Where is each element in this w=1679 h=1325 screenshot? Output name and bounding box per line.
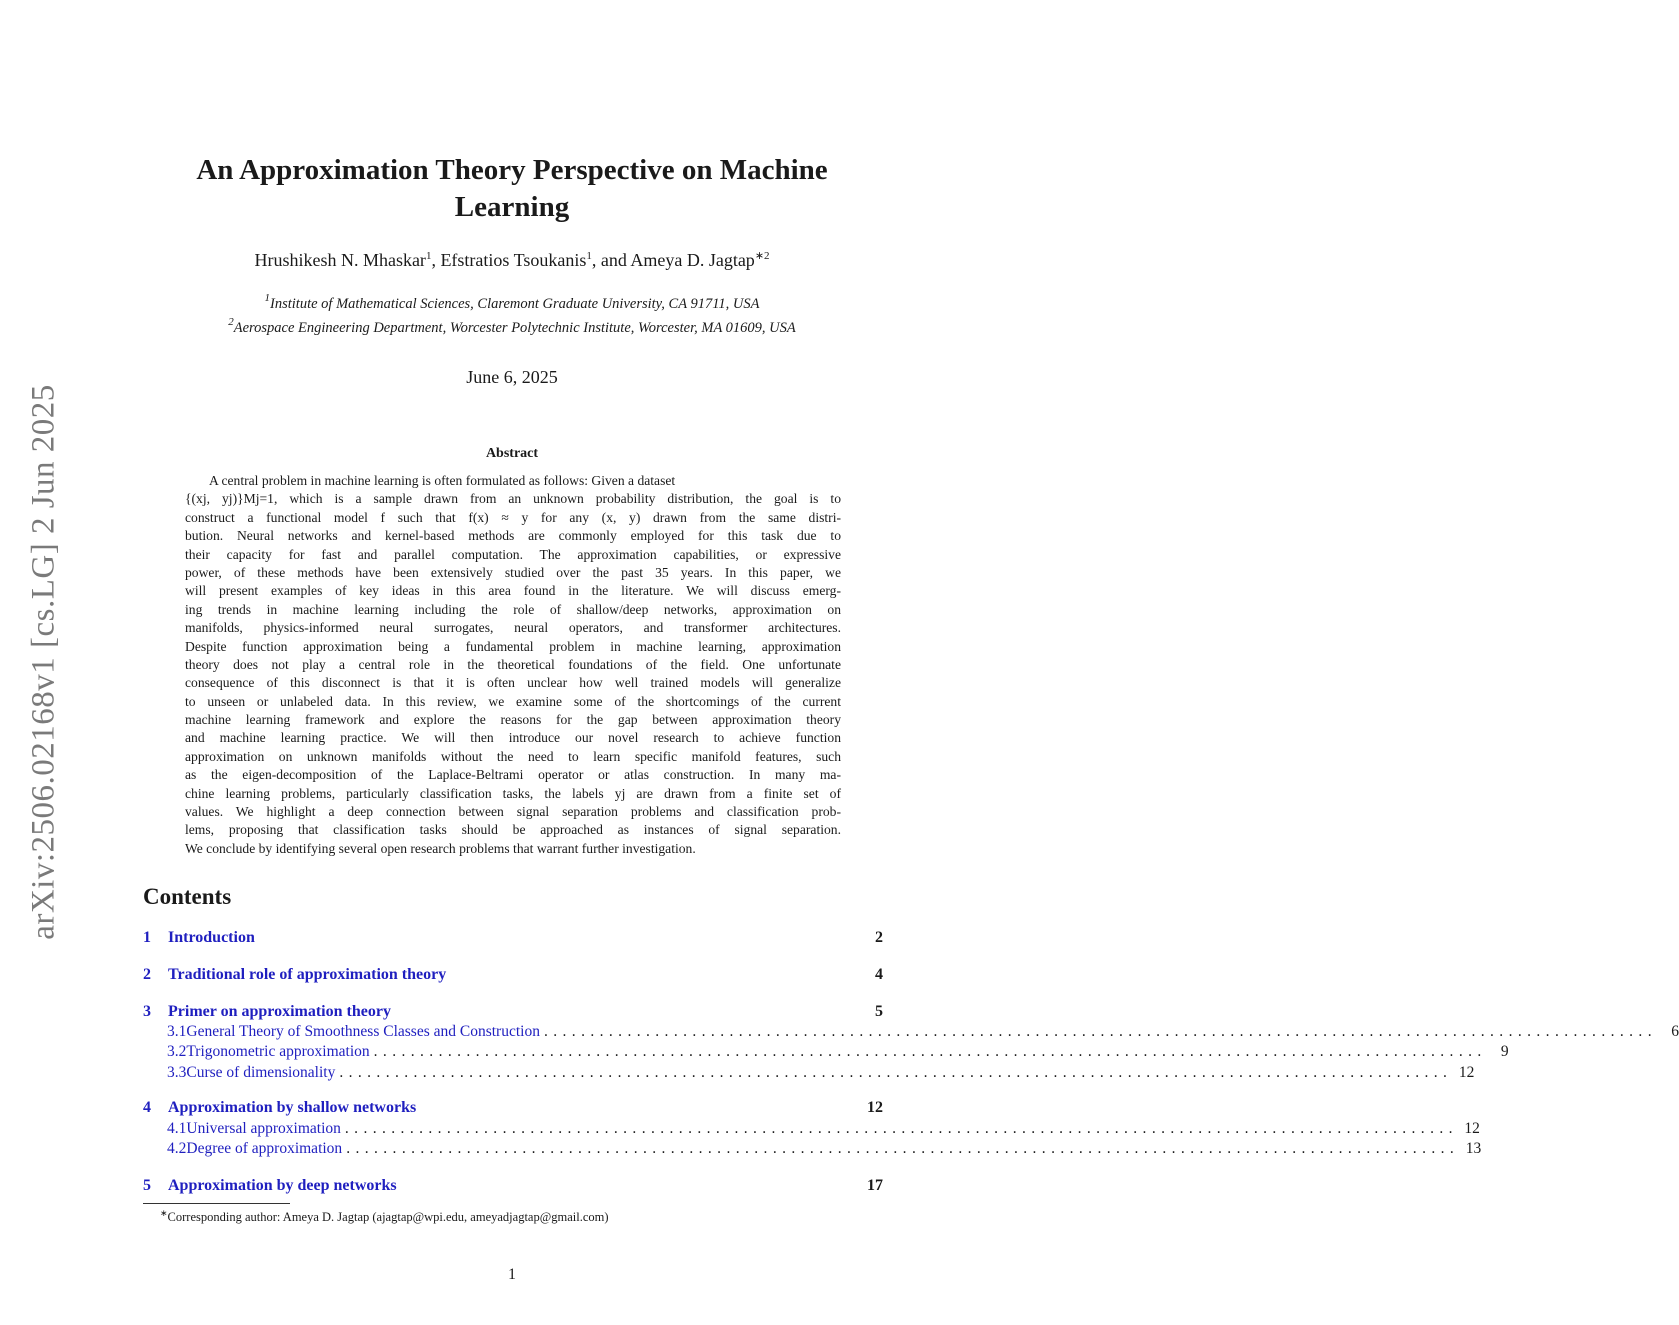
toc-page-number: 12 <box>867 1099 883 1116</box>
toc-entry-link[interactable]: Primer on approximation theory <box>168 1003 391 1020</box>
toc-entry-link[interactable]: Introduction <box>168 929 255 946</box>
toc-entry-link[interactable]: Traditional role of approximation theory <box>168 966 447 983</box>
toc-page-number: 12 <box>1464 1120 1480 1137</box>
abstract-line: values. We highlight a deep connection between signal separation problems and classification prob- <box>185 804 841 820</box>
author-separator: , <box>431 250 441 270</box>
abstract-line: Despite function approximation being a fundamental problem in machine learning, approximation <box>185 638 841 654</box>
abstract-line: manifolds, physics-informed neural surrogates, neural operators, and transformer architectures. <box>185 620 841 636</box>
abstract-line: We conclude by identifying several open research problems that warrant further investigation. <box>185 840 696 856</box>
toc-entry-number[interactable]: 3.2 <box>167 1043 187 1060</box>
toc-entry-4-1[interactable] <box>143 1120 1480 1140</box>
abstract-line: as the eigen-decomposition of the Laplace-Beltrami operator or atlas construction. In many ma- <box>185 767 841 783</box>
toc-entry-number[interactable]: 2 <box>143 966 151 983</box>
toc-entry-number[interactable]: 4.2 <box>167 1140 187 1157</box>
toc-entry-2[interactable] <box>143 966 883 986</box>
toc-entry-link[interactable]: Approximation by deep networks <box>168 1177 397 1194</box>
toc-entry-number[interactable]: 4.1 <box>167 1120 187 1137</box>
toc-dot-leader: ........................................................................................................................ <box>543 1023 1657 1040</box>
publication-date: June 6, 2025 <box>466 367 558 387</box>
toc-entry-number[interactable]: 4 <box>143 1099 151 1116</box>
contents-heading: Contents <box>143 884 232 909</box>
toc-page-number: 13 <box>1465 1140 1482 1157</box>
abstract-line: {(xj, yj)}Mj=1, which is a sample drawn from an unknown probability distribution, the goal is to <box>185 491 841 507</box>
toc-entry-link[interactable]: Curse of dimensionality <box>186 1064 336 1081</box>
affiliation-2 <box>140 316 884 337</box>
abstract-line: power, of these methods have been extensively studied over the past 35 years. In this paper, we <box>185 564 841 580</box>
toc-entry-number[interactable]: 1 <box>143 929 151 946</box>
toc-entry-number[interactable]: 3 <box>143 1003 151 1020</box>
toc-entry-4-2[interactable] <box>143 1140 1482 1160</box>
title-line-1: An Approximation Theory Perspective on Machine <box>196 154 828 186</box>
abstract-line: their capacity for fast and parallel computation. The approximation capabilities, or expressive <box>185 546 841 562</box>
footnote-divider <box>143 1203 290 1204</box>
toc-page-number: 4 <box>875 966 883 983</box>
paper-title <box>140 152 884 226</box>
footnote-mark: ∗ <box>160 1208 168 1218</box>
toc-entry-link[interactable]: General Theory of Smoothness Classes and Construction <box>186 1023 540 1040</box>
abstract-line: to unseen or unlabeled data. In this review, we examine some of the shortcomings of the current <box>185 693 841 709</box>
corresponding-author-footnote <box>160 1208 609 1225</box>
toc-dot-leader: ........................................................................................................................ <box>339 1064 1453 1081</box>
abstract-line: construct a functional model f such that f(x) ≈ y for any (x, y) drawn from the same distri- <box>185 509 841 525</box>
toc-entry-3-1[interactable] <box>143 1023 1679 1043</box>
toc-entry-link[interactable]: Approximation by shallow networks <box>168 1099 417 1116</box>
toc-entry-link[interactable]: Degree of approximation <box>186 1140 343 1157</box>
author-affiliation-mark: 1 <box>425 250 432 262</box>
toc-entry-link[interactable]: Trigonometric approximation <box>186 1043 370 1060</box>
toc-entry-link[interactable]: Universal approximation <box>186 1120 341 1137</box>
abstract-line: lems, proposing that classification tasks should be approached as instances of signal separation. <box>185 822 841 838</box>
author-name: Ameya D. Jagtap <box>630 250 755 270</box>
affiliation-text: Institute of Mathematical Sciences, Claremont Graduate University, CA 91711, USA <box>270 296 760 312</box>
author-affiliation-mark: 1 <box>586 250 592 262</box>
abstract-line: approximation on unknown manifolds without the need to learn specific manifold features, such <box>185 748 841 764</box>
page-number: 1 <box>508 1266 516 1283</box>
toc-entry-number[interactable]: 3.1 <box>167 1023 187 1040</box>
author-name: Efstratios Tsoukanis <box>440 250 587 270</box>
toc-entry-number[interactable]: 5 <box>143 1177 151 1194</box>
abstract-body <box>185 472 841 858</box>
toc-entry-3-3[interactable] <box>143 1064 1475 1084</box>
abstract-line: and machine learning practice. We will then introduce our novel research to achieve function <box>185 730 841 746</box>
toc-entry-number[interactable]: 3.3 <box>167 1064 187 1081</box>
arxiv-identifier-stamp: arXiv:2506.02168v1 [cs.LG] 2 Jun 2025 <box>25 384 62 940</box>
toc-dot-leader: ........................................................................................................................ <box>346 1140 1460 1157</box>
toc-page-number: 17 <box>867 1177 883 1194</box>
toc-page-number: 6 <box>1671 1023 1679 1040</box>
author-separator: , and <box>591 250 631 270</box>
affiliation-1 <box>140 292 884 313</box>
abstract-line: A central problem in machine learning is often formulated as follows: Given a dataset <box>209 473 676 488</box>
toc-page-number: 5 <box>875 1003 883 1020</box>
abstract-line: machine learning framework and explore the reasons for the gap between approximation theory <box>185 712 841 728</box>
toc-entry-5[interactable] <box>143 1177 883 1197</box>
abstract-line: will present examples of key ideas in this area found in the literature. We will discuss emerg- <box>185 583 841 599</box>
author-affiliation-mark: ∗2 <box>754 250 770 262</box>
footnote-text: Corresponding author: Ameya D. Jagtap (ajagtap@wpi.edu, ameyadjagtap@gmail.com) <box>167 1210 609 1224</box>
toc-entry-3-2[interactable] <box>143 1043 1509 1063</box>
toc-entry-3[interactable] <box>143 1003 883 1023</box>
abstract-line: consequence of this disconnect is that it is often unclear how well trained models will generalize <box>185 675 841 691</box>
toc-page-number: 2 <box>875 929 883 946</box>
toc-entry-1[interactable] <box>143 929 883 949</box>
toc-entry-4[interactable] <box>143 1099 883 1119</box>
affiliation-mark: 2 <box>228 316 234 328</box>
affiliation-text: Aerospace Engineering Department, Worcester Polytechnic Institute, Worcester, MA 01609, USA <box>233 320 796 336</box>
abstract-line: chine learning problems, particularly classification tasks, the labels yj are drawn from a finite set of <box>185 785 841 801</box>
abstract-line: bution. Neural networks and kernel-based methods are commonly employed for this task due to <box>185 528 841 544</box>
author-name: Hrushikesh N. Mhaskar <box>254 250 426 270</box>
abstract-line: ing trends in machine learning including the role of shallow/deep networks, approximation on <box>185 601 841 617</box>
toc-page-number: 12 <box>1458 1064 1475 1081</box>
author-list <box>140 249 884 271</box>
toc-page-number: 9 <box>1500 1043 1509 1060</box>
abstract-line: theory does not play a central role in the theoretical foundations of the field. One unfortunate <box>185 656 841 672</box>
toc-dot-leader: ........................................................................................................................ <box>373 1043 1487 1060</box>
abstract-heading: Abstract <box>485 446 539 461</box>
affiliation-mark: 1 <box>264 292 271 304</box>
title-line-2: Learning <box>454 191 570 223</box>
toc-dot-leader: ........................................................................................................................ <box>344 1120 1458 1137</box>
